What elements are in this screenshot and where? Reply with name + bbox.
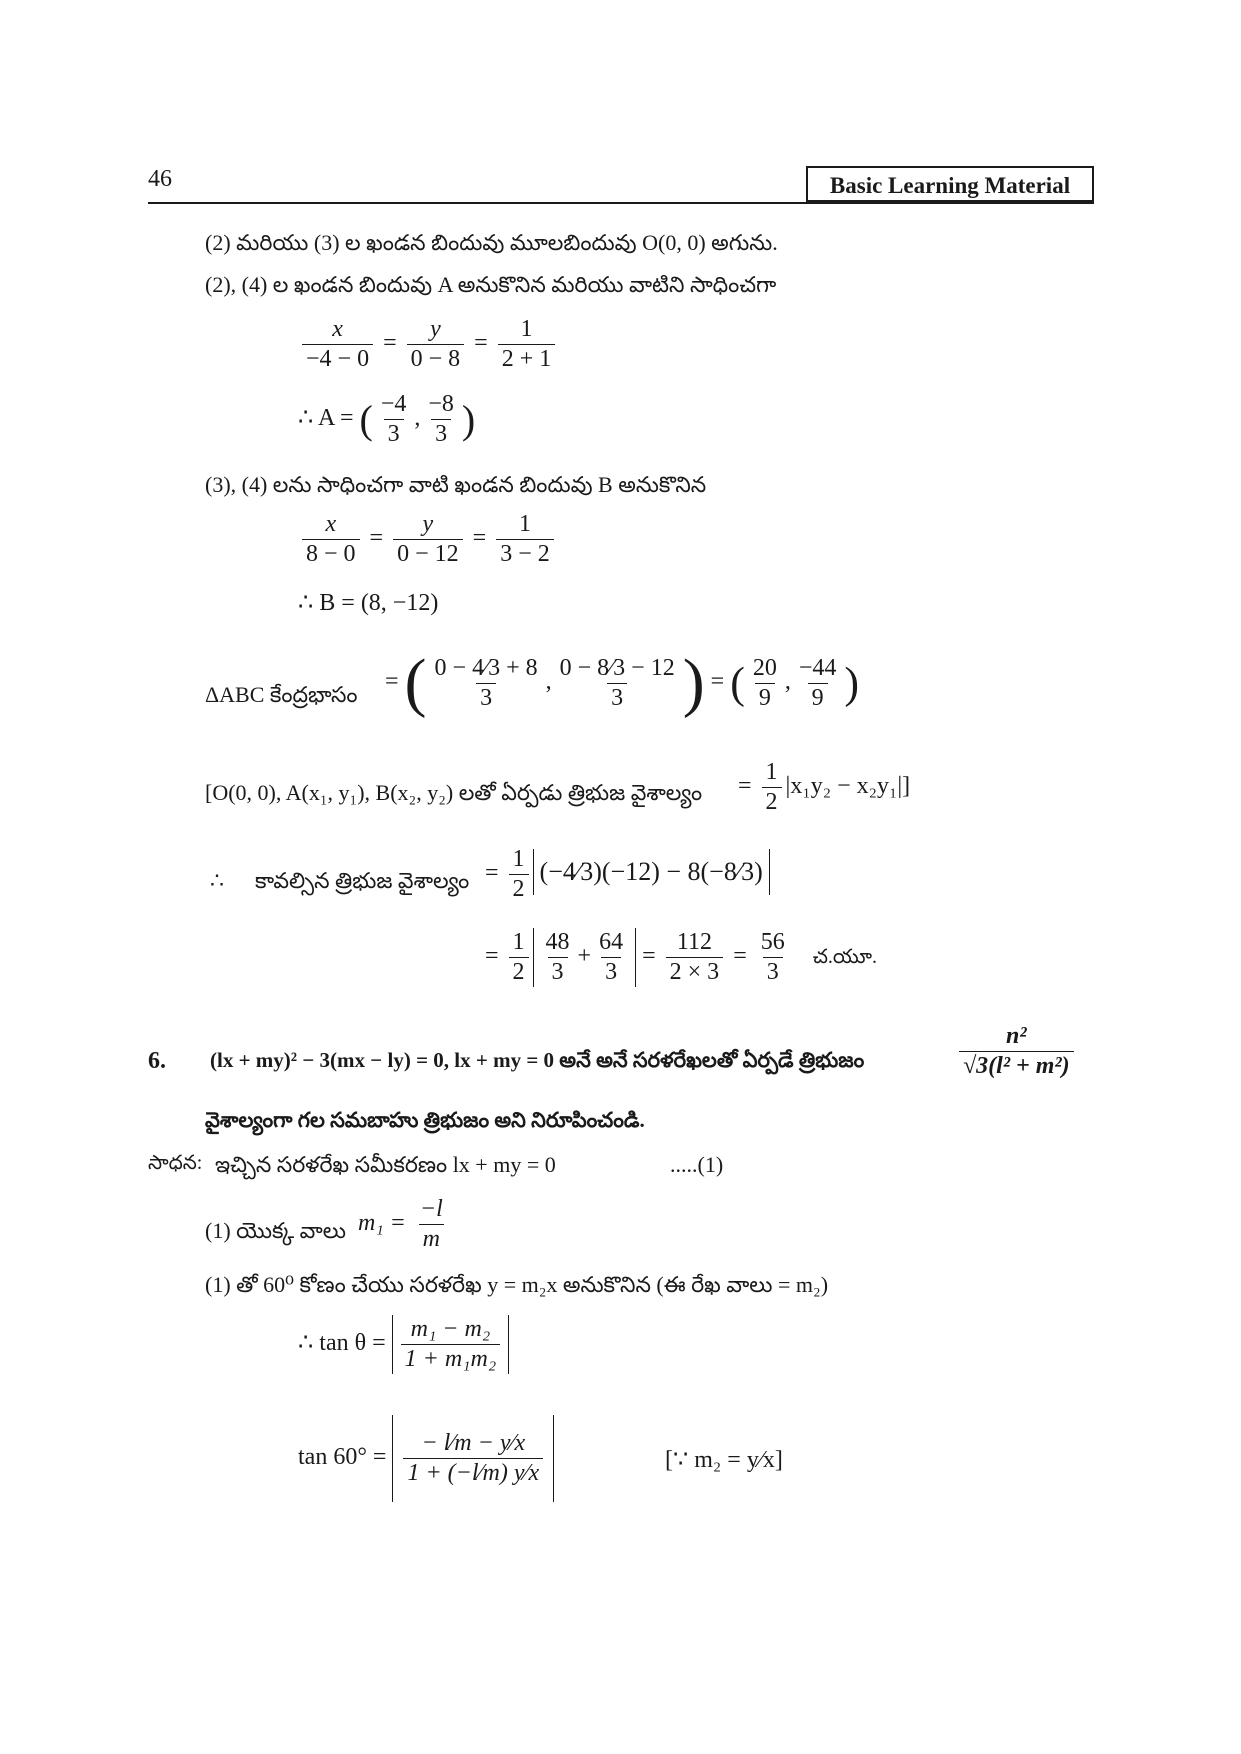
point-a-result: ∴ A = ( $\frac{-4}{3}$ , $\frac{-8}{3}$ ): [298, 391, 476, 447]
point-b-result: ∴ B = (8, −12): [298, 590, 439, 616]
problem-statement-2: వైశాల్యంగా గల సమబాహు త్రిభుజం అని నిరూపించండి.: [205, 1108, 645, 1132]
solution-line-1: ఇచ్చిన సరళరేఖ సమీకరణం lx + my = 0: [215, 1152, 556, 1177]
page-number: 46: [148, 166, 172, 192]
text-line-2: (2), (4) ల ఖండన బిందువు A అనుకొనిన మరియు వాటిని సాధించగా: [205, 272, 777, 297]
problem-statement: (lx + my)² − 3(mx − ly) = 0, lx + my = 0 అనే అనే సరళరేఖలతో ఏర్పడే త్రిభుజం: [210, 1048, 865, 1072]
centroid-label: ΔABC కేంద్రభాసం: [205, 682, 358, 707]
solution-line-3: (1) తో 60⁰ కోణం చేయు సరళరేఖ y = m₂x అనుకొనిన (ఈ రేఖ వాలు = m₂): [205, 1272, 829, 1297]
slope-m1: m₁ = $\frac{-l}{m}$: [358, 1196, 443, 1252]
text-line-3: (3), (4) లను సాధించగా వాటి ఖండన బిందువు B అనుకొనిన: [205, 472, 707, 497]
because-note: [∵ m₂ = y⁄x]: [665, 1447, 783, 1473]
tan-theta-equation: ∴ tan θ = $\frac{\text{m₁ − m₂}}{\text{1 + m₁m₂}}$: [298, 1315, 509, 1374]
problem-fraction: $\frac{\text{n²}}{\text{√3(l² + m²)}}$: [955, 1022, 1078, 1081]
equation-a: $\frac{x}{-4 - 0}$ = $\frac{y}{0 - 8}$ = $\frac{1}{2 + 1}$: [298, 315, 559, 374]
equation-b: $\frac{x}{8 - 0}$ = $\frac{y}{0 - 12}$ = $\frac{1}{3 - 2}$: [298, 510, 558, 569]
header-rule: [148, 202, 1094, 204]
solution-label: సాధన:: [148, 1152, 203, 1174]
required-area-label: కావల్సిన త్రిభుజ వైశాల్యం: [255, 868, 470, 893]
centroid-equation: = ( $\frac{0 - 4⁄3 + 8}{3}$ , $\frac{0 - 8⁄3 - 12}{3}$ ) = ( $\frac{20}{9}$ , $\frac{-44}{9}$ ): [385, 646, 860, 719]
book-title-box: Basic Learning Material: [806, 166, 1094, 202]
area-formula-text: [O(0, 0), A(x₁, y₁), B(x₂, y₂) లతో ఏర్పడు త్రిభుజ వైశాల్యం: [205, 780, 703, 805]
equation-tag-1: .....(1): [670, 1152, 724, 1177]
solution-line-2: (1) యొక్క వాలు: [205, 1218, 346, 1243]
problem-number: 6.: [148, 1048, 166, 1074]
tan-60-equation: tan 60° = $\frac{- l⁄m - y⁄x}{1 + (-l⁄m) y⁄x}$: [298, 1415, 554, 1502]
therefore-symbol: ∴: [210, 868, 224, 893]
text-line-1: (2) మరియు (3) ల ఖండన బిందువు మూలబిందువు O(0, 0) అగును.: [205, 230, 778, 255]
area-formula-math: = $\frac{1}{2}$ |x₁y₂ − x₂y₁|]: [738, 759, 911, 815]
area-step-1: = $\frac{1}{2}$ (−4⁄3)(−12) − 8(−8⁄3): [485, 845, 770, 904]
area-step-2: = $\frac{1}{2}$ $\frac{48}{3}$ + $\frac{64}{3}$ = $\frac{112}{2 \times 3}$ = $\frac{56}{3}$ చ.యూ.: [485, 929, 878, 985]
